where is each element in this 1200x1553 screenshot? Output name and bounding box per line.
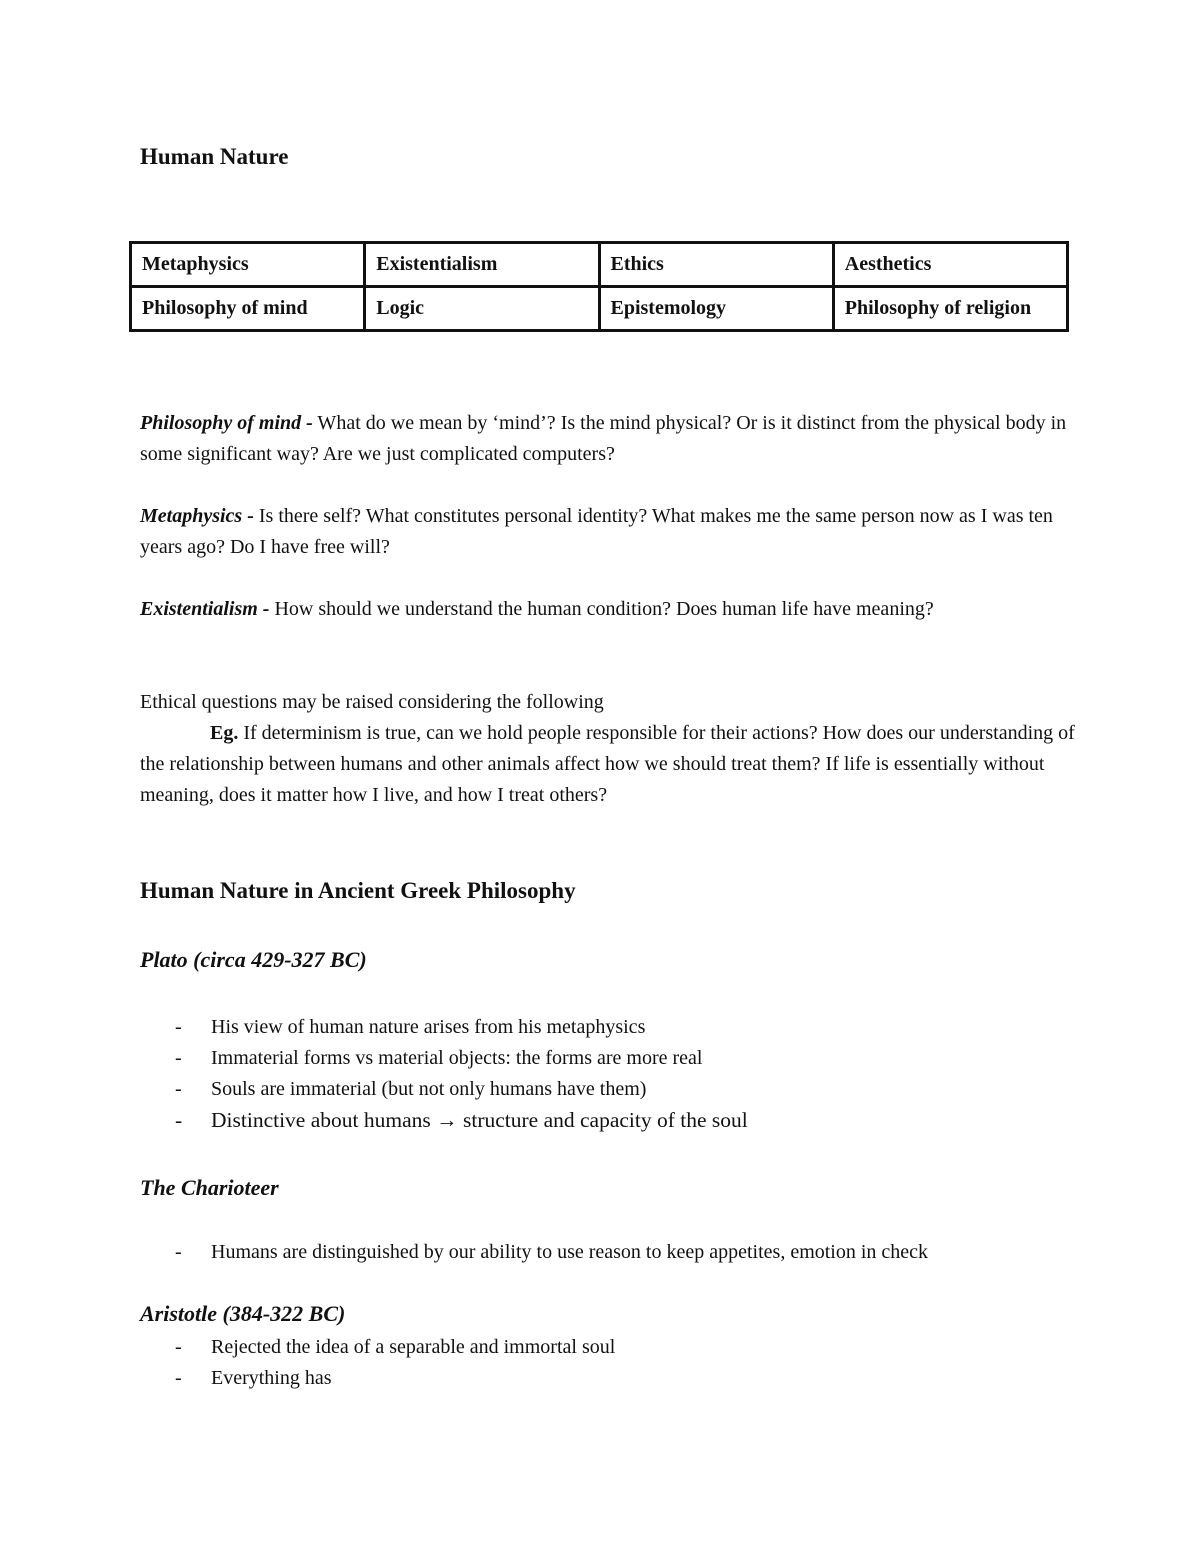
table-cell: Epistemology xyxy=(599,287,833,331)
list-item-text: Distinctive about humans → structure and capacity of the soul xyxy=(211,1108,748,1132)
list-item-text: Souls are immaterial (but not only humans have them) xyxy=(211,1078,647,1100)
example-label: Eg. xyxy=(210,722,239,744)
list-item xyxy=(140,1332,615,1363)
charioteer-bullet-list xyxy=(140,1237,928,1268)
paragraph-term: Existentialism - xyxy=(140,598,270,620)
bullet-dash: - xyxy=(175,1108,183,1132)
paragraph-text: What do we mean by ‘mind’? Is the mind physical? Or is it distinct from the physical body in some significant way? Are we just complicated computers? xyxy=(140,412,1067,465)
table-row xyxy=(131,287,1068,331)
table-cell: Philosophy of religion xyxy=(833,287,1067,331)
section-heading-ancient-greek: Human Nature in Ancient Greek Philosophy xyxy=(140,878,576,903)
table-cell: Metaphysics xyxy=(131,243,365,287)
bullet-dash: - xyxy=(175,1078,182,1100)
list-item xyxy=(140,1012,748,1043)
paragraph-text: Is there self? What constitutes personal identity? What makes me the same person now as I was ten years ago? Do I have free will? xyxy=(140,505,1053,558)
list-item xyxy=(140,1363,615,1394)
plato-bullet-list xyxy=(140,1012,748,1136)
table-cell: Logic xyxy=(365,287,599,331)
list-item-text: His view of human nature arises from his metaphysics xyxy=(211,1016,646,1038)
list-item-text: Rejected the idea of a separable and immortal soul xyxy=(211,1336,616,1358)
list-item xyxy=(140,1074,748,1105)
bullet-dash: - xyxy=(175,1047,182,1069)
paragraph-term: Philosophy of mind - xyxy=(140,412,313,434)
table-row xyxy=(131,243,1068,287)
paragraph-philosophy-of-mind xyxy=(140,408,1075,470)
document-title: Human Nature xyxy=(140,144,289,169)
topics-table xyxy=(129,241,1069,332)
bullet-dash: - xyxy=(175,1016,182,1038)
heading-charioteer: The Charioteer xyxy=(140,1175,279,1200)
list-item-text: Everything has xyxy=(211,1367,332,1389)
paragraph-intro: Ethical questions may be raised considering the following xyxy=(140,691,604,713)
list-item xyxy=(140,1105,748,1136)
heading-plato: Plato (circa 429-327 BC) xyxy=(140,947,367,972)
paragraph-existentialism xyxy=(140,594,1075,625)
list-item-text: Humans are distinguished by our ability to use reason to keep appetites, emotion in check xyxy=(211,1241,929,1263)
table-cell: Aesthetics xyxy=(833,243,1067,287)
bullet-dash: - xyxy=(175,1336,182,1358)
paragraph-metaphysics xyxy=(140,501,1075,563)
list-item xyxy=(140,1237,928,1268)
bullet-dash: - xyxy=(175,1367,182,1389)
table-cell: Philosophy of mind xyxy=(131,287,365,331)
paragraph-term: Metaphysics - xyxy=(140,505,254,527)
list-item-text: Immaterial forms vs material objects: the forms are more real xyxy=(211,1047,703,1069)
list-item xyxy=(140,1043,748,1074)
example-text: If determinism is true, can we hold people responsible for their actions? How does our understanding of the relationship between humans and other animals affect how we should treat them? If life is essentially without meaning, does it matter how I live, and how I treat others? xyxy=(140,722,1075,806)
heading-aristotle: Aristotle (384-322 BC) xyxy=(140,1301,346,1326)
aristotle-bullet-list xyxy=(140,1332,615,1394)
table-cell: Existentialism xyxy=(365,243,599,287)
table-cell: Ethics xyxy=(599,243,833,287)
bullet-dash: - xyxy=(175,1241,182,1263)
paragraph-ethical-questions xyxy=(140,687,1075,811)
paragraph-text: How should we understand the human condition? Does human life have meaning? xyxy=(269,598,934,620)
